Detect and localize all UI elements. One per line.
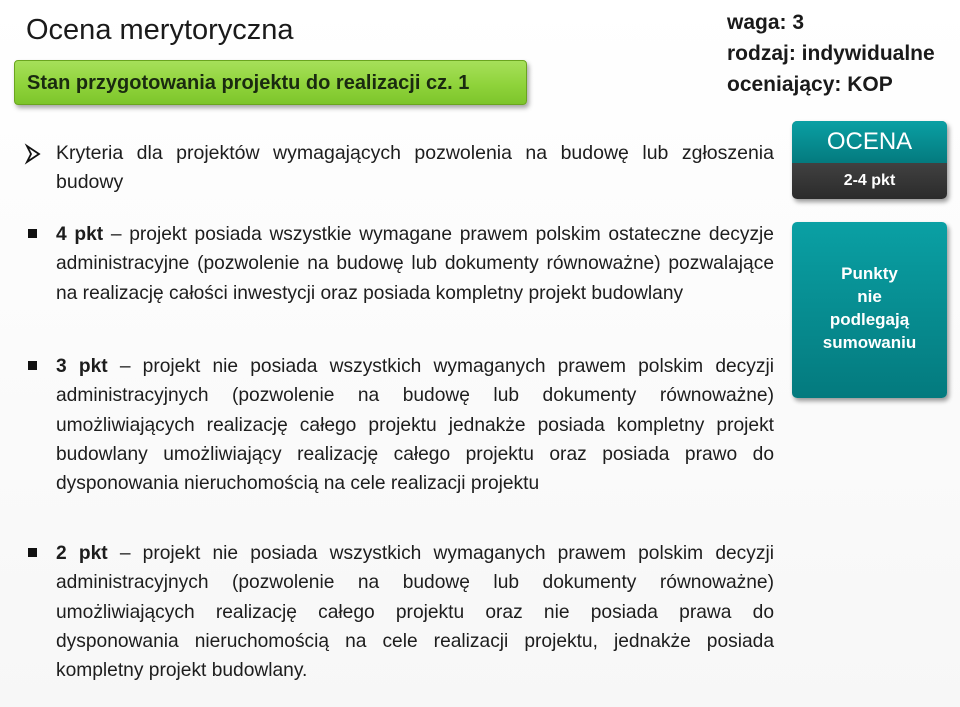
score-range: 2-4 pkt xyxy=(843,172,896,189)
weight-label: waga: 3 xyxy=(727,11,805,34)
item-points: 3 pkt xyxy=(56,356,108,377)
note-line: Punkty xyxy=(841,264,898,283)
square-bullet-icon xyxy=(28,361,37,370)
note-line: nie xyxy=(857,287,882,306)
criteria-text: Kryteria dla projektów wymagających pozwolenia na budowę lub zgłoszenia budowy xyxy=(56,142,774,193)
item-points: 4 pkt xyxy=(56,224,104,245)
score-label: OCENA xyxy=(792,121,947,163)
list-item xyxy=(24,539,774,685)
note-line: podlegają xyxy=(829,310,910,329)
list-item xyxy=(24,220,774,308)
square-bullet-icon xyxy=(28,229,37,238)
evaluator-label: oceniający: KOP xyxy=(727,73,893,96)
score-box xyxy=(792,121,947,199)
list-item xyxy=(24,352,774,498)
item-text: – projekt nie posiada wszystkich wymaganych prawem polskim decyzji administracyjnych (pozwolenie na budowę lub dokumenty równoważne) umożliwiających realizację całego projektu oraz nie posiada prawa do dysponowania nieruchomością na cele realizacji projektu, jednakże posiada kompletny projekt budowlany. xyxy=(56,543,774,682)
note-line: sumowaniu xyxy=(822,333,917,352)
arrow-bullet-icon xyxy=(24,139,42,168)
criteria-heading xyxy=(24,139,774,197)
meta-info xyxy=(727,7,935,100)
item-text: – projekt posiada wszystkie wymagane prawem polskim ostateczne decyzje administracyjne (pozwolenie na budowę lub dokumenty równoważne) pozwalające na realizację całości inwestycji oraz posiada kompletny projekt budowlany xyxy=(56,224,774,304)
item-text: – projekt nie posiada wszystkich wymaganych prawem polskim decyzji administracyjnych (pozwolenie na budowę lub dokumenty równoważne) umożliwiających realizację całego projektu jednakże posiada kompletny projekt budowlany umożliwiający realizację całego projektu oraz posiada prawo do dysponowania nieruchomością na cele realizacji projektu xyxy=(56,356,774,495)
square-bullet-icon xyxy=(28,548,37,557)
status-banner xyxy=(14,60,527,105)
scoring-note xyxy=(792,222,947,398)
page-title: Ocena merytoryczna xyxy=(26,14,294,46)
status-banner-label: Stan przygotowania projektu do realizacji cz. 1 xyxy=(27,72,470,94)
item-points: 2 pkt xyxy=(56,543,108,564)
type-label: rodzaj: indywidualne xyxy=(727,42,935,65)
